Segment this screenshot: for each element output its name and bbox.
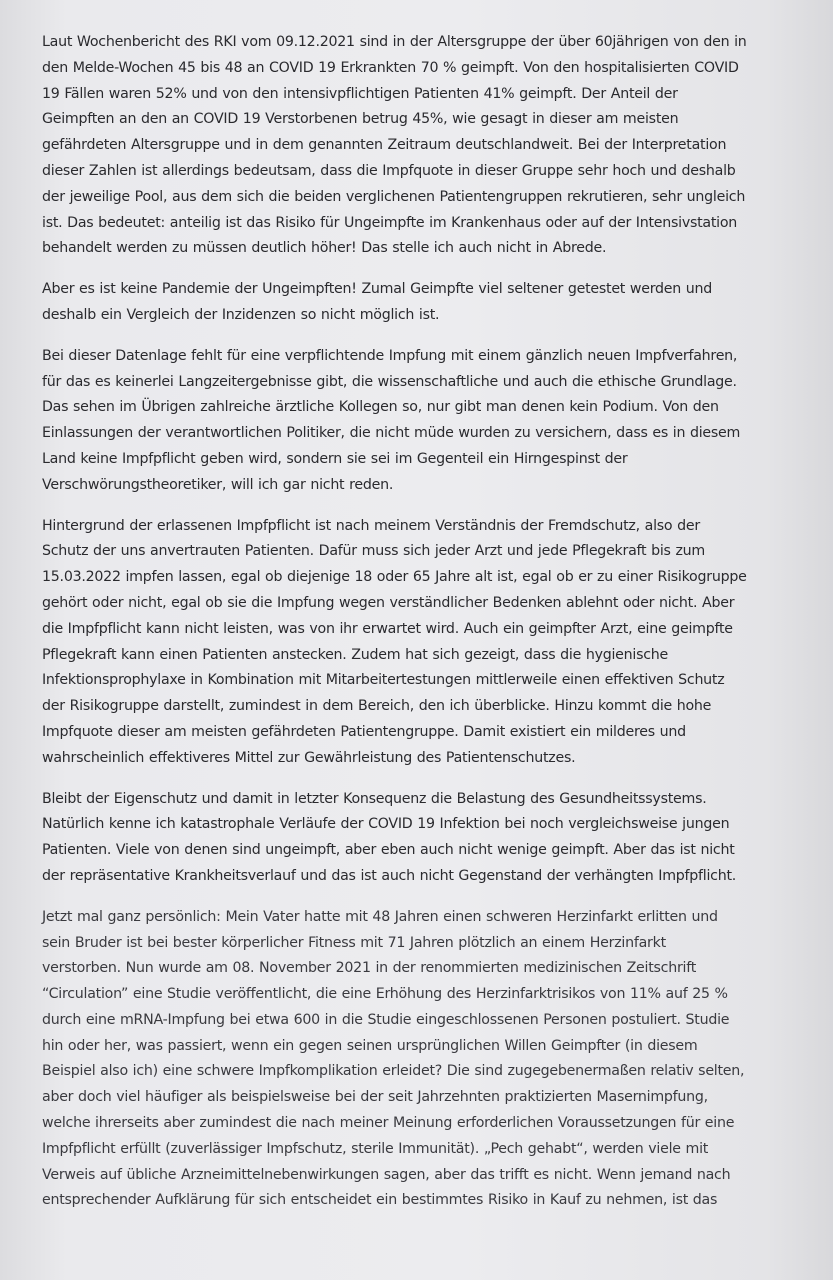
text-line: aber doch viel häufiger als beispielsweise bei der seit Jahrzehnten praktizierten Masernimpfung, <box>42 1089 708 1106</box>
text-line: gefährdeten Altersgruppe und in dem genannten Zeitraum deutschlandweit. Bei der Interpretation <box>42 137 727 154</box>
text-line: der Risikogruppe darstellt, zumindest in dem Bereich, den ich überblicke. Hinzu kommt die hohe <box>42 698 712 715</box>
paragraph-pandemic-statement <box>42 277 811 329</box>
text-line: sein Bruder ist bei bester körperlicher Fitness mit 71 Jahren plötzlich an einem Herzinfarkt <box>42 934 666 951</box>
text-line: dieser Zahlen ist allerdings bedeutsam, dass die Impfquote in dieser Gruppe sehr hoch und deshalb <box>42 162 736 179</box>
text-line: Verschwörungstheoretiker, will ich gar nicht reden. <box>42 476 394 493</box>
text-line: Jetzt mal ganz persönlich: Mein Vater hatte mit 48 Jahren einen schweren Herzinfarkt erlitten und <box>42 908 718 925</box>
text-line: verstorben. Nun wurde am 08. November 2021 in der renommierten medizinischen Zeitschrift <box>42 960 697 977</box>
paragraph-personal-note <box>42 905 811 1215</box>
text-line: den Melde-Wochen 45 bis 48 an COVID 19 Erkrankten 70 % geimpft. Von den hospitalisierten COVID <box>42 59 739 76</box>
text-line: der jeweilige Pool, aus dem sich die beiden verglichenen Patientengruppen rekrutieren, sehr ungleich <box>42 188 746 205</box>
paragraph-data-basis <box>42 344 811 499</box>
text-line: gehört oder nicht, egal ob sie die Impfung wegen verständlicher Bedenken ablehnt oder nicht. Aber <box>42 594 735 611</box>
text-line: die Impfpflicht kann nicht leisten, was von ihr erwartet wird. Auch ein geimpfter Arzt, eine geimpfte <box>42 620 733 637</box>
text-line: deshalb ein Vergleich der Inzidenzen so nicht möglich ist. <box>42 306 440 323</box>
text-line: behandelt werden zu müssen deutlich höher! Das stelle ich auch nicht in Abrede. <box>42 240 607 257</box>
text-line: für das es keinerlei Langzeitergebnisse gibt, die wissenschaftliche und auch die ethische Grundlage. <box>42 373 737 390</box>
text-line: Laut Wochenbericht des RKI vom 09.12.2021 sind in der Altersgruppe der über 60jährigen von den in <box>42 34 747 50</box>
paragraph-third-party-protection <box>42 514 811 772</box>
text-line: Impfquote dieser am meisten gefährdeten Patientengruppe. Damit existiert ein milderes und <box>42 723 686 740</box>
text-line: entsprechender Aufklärung für sich entscheidet ein bestimmtes Risiko in Kauf zu nehmen, ist das <box>42 1192 718 1209</box>
text-line: Pflegekraft kann einen Patienten anstecken. Zudem hat sich gezeigt, dass die hygienische <box>42 646 669 663</box>
text-line: wahrscheinlich effektiveres Mittel zur Gewährleistung des Patientenschutzes. <box>42 749 576 766</box>
text-line: Aber es ist keine Pandemie der Ungeimpften! Zumal Geimpfte viel seltener getestet werden und <box>42 281 713 298</box>
text-line: Bei dieser Datenlage fehlt für eine verpflichtende Impfung mit einem gänzlich neuen Impfverfahren, <box>42 347 738 364</box>
text-line: Das sehen im Übrigen zahlreiche ärztliche Kollegen so, nur gibt man denen kein Podium. Von den <box>42 399 719 416</box>
paragraph-self-protection <box>42 787 811 890</box>
text-line: Bleibt der Eigenschutz und damit in letzter Konsequenz die Belastung des Gesundheitssystems. <box>42 790 707 807</box>
text-line: Hintergrund der erlassenen Impfpflicht ist nach meinem Verständnis der Fremdschutz, also der <box>42 517 700 534</box>
text-line: 19 Fällen waren 52% und von den intensivpflichtigen Patienten 41% geimpft. Der Anteil der <box>42 85 678 102</box>
text-line: 15.03.2022 impfen lassen, egal ob diejenige 18 oder 65 Jahre alt ist, egal ob er zu einer Risikogruppe <box>42 569 747 586</box>
text-line: Infektionsprophylaxe in Kombination mit Mitarbeitertestungen mittlerweile einen effektiven Schutz <box>42 672 725 689</box>
paragraph-rki-report <box>42 30 811 262</box>
text-line: Verweis auf übliche Arzneimittelnebenwirkungen sagen, aber das trifft es nicht. Wenn jemand nach <box>42 1166 731 1183</box>
text-line: Schutz der uns anvertrauten Patienten. Dafür muss sich jeder Arzt und jede Pflegekraft bis zum <box>42 543 705 560</box>
text-line: Beispiel also ich) eine schwere Impfkomplikation erleidet? Die sind zugegebenermaßen relativ selten, <box>42 1063 745 1080</box>
text-line: Impfpflicht erfüllt (zuverlässiger Impfschutz, sterile Immunität). „Pech gehabt“, werden viele mit <box>42 1140 709 1157</box>
text-line: der repräsentative Krankheitsverlauf und das ist auch nicht Gegenstand der verhängten Impfpflicht. <box>42 867 737 884</box>
text-line: Einlassungen der verantwortlichen Politiker, die nicht müde wurden zu versichern, dass es in diesem <box>42 425 741 442</box>
text-line: Geimpften an den an COVID 19 Verstorbenen betrug 45%, wie gesagt in dieser am meisten <box>42 111 679 128</box>
text-line: ist. Das bedeutet: anteilig ist das Risiko für Ungeimpfte im Krankenhaus oder auf der Intensivstation <box>42 214 738 231</box>
text-line: hin oder her, was passiert, wenn ein gegen seinen ursprünglichen Willen Geimpfter (in diesem <box>42 1037 698 1054</box>
text-line: “Circulation” eine Studie veröffentlicht, die eine Erhöhung des Herzinfarktrisikos von 11% auf 25 % <box>42 986 728 1003</box>
text-line: Natürlich kenne ich katastrophale Verläufe der COVID 19 Infektion bei noch vergleichsweise jungen <box>42 816 730 833</box>
text-line: durch eine mRNA-Impfung bei etwa 600 in die Studie eingeschlossenen Personen postuliert. Studie <box>42 1011 730 1028</box>
text-line: Patienten. Viele von denen sind ungeimpft, aber eben auch nicht wenige geimpft. Aber das ist nicht <box>42 842 735 859</box>
text-line: welche ihrerseits aber zumindest die nach meiner Meinung erforderlichen Voraussetzungen für eine <box>42 1115 735 1132</box>
text-line: Land keine Impfpflicht geben wird, sondern sie sei im Gegenteil ein Hirngespinst der <box>42 450 628 467</box>
